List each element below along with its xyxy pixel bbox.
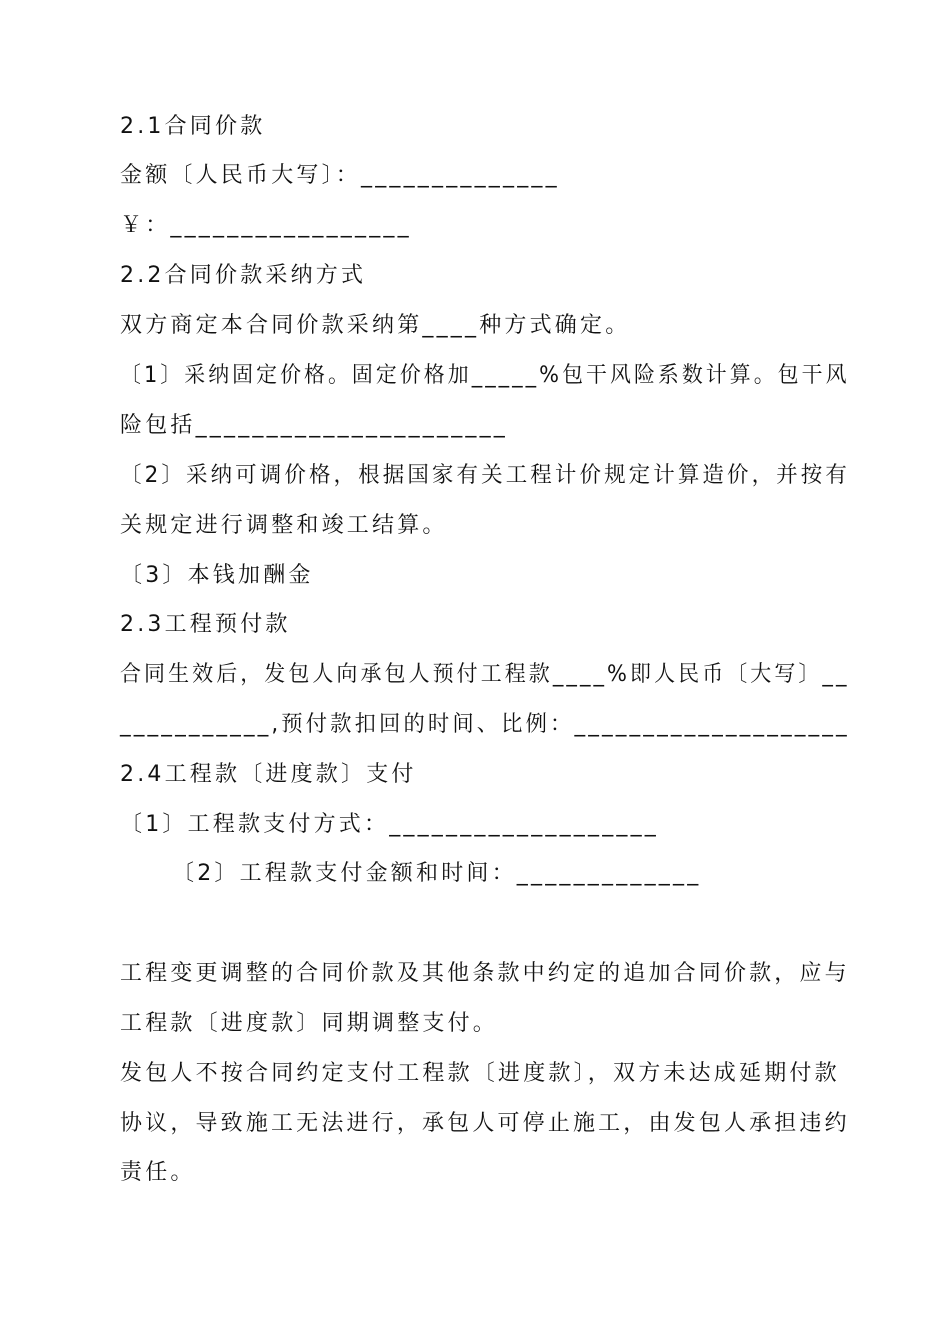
- paragraph-default-payment: 发包人不按合同约定支付工程款〔进度款〕，双方未达成延期付款: [120, 1061, 840, 1086]
- heading-2-2: 2.2合同价款采纳方式: [120, 263, 367, 288]
- paragraph-change-adjustment-cont: 工程款〔进度款〕同期调整支付。: [120, 1011, 499, 1036]
- paragraph-payment-amount: 〔2〕工程款支付金额和时间：_____________: [172, 861, 702, 886]
- paragraph-change-adjustment: 工程变更调整的合同价款及其他条款中约定的追加合同价款，应与: [120, 961, 850, 986]
- amount-uppercase-line: 金额〔人民币大写〕：______________: [120, 163, 560, 188]
- paragraph-option-1-cont: 险包括______________________: [120, 413, 509, 438]
- paragraph-payment-method: 〔1〕工程款支付方式：___________________: [120, 812, 659, 837]
- paragraph-default-payment-cont: 协议，导致施工无法进行，承包人可停止施工，由发包人承担违约: [120, 1111, 850, 1136]
- paragraph-default-payment-end: 责任。: [120, 1160, 196, 1185]
- paragraph-option-3: 〔3〕本钱加酬金: [120, 563, 314, 588]
- paragraph-option-2-cont: 关规定进行调整和竣工结算。: [120, 513, 448, 538]
- heading-2-1: 2.1合同价款: [120, 114, 266, 139]
- paragraph-prepayment-cont: ___________,预付款扣回的时间、比例：____________________: [120, 712, 850, 737]
- paragraph-method-choice: 双方商定本合同价款采纳第____种方式确定。: [120, 313, 631, 338]
- heading-2-4: 2.4工程款〔进度款〕支付: [120, 762, 417, 787]
- amount-yuan-line: ￥：_________________: [120, 213, 412, 238]
- heading-2-3: 2.3工程预付款: [120, 612, 291, 637]
- paragraph-prepayment: 合同生效后，发包人向承包人预付工程款____%即人民币〔大写〕__: [120, 662, 850, 687]
- paragraph-option-2: 〔2〕采纳可调价格，根据国家有关工程计价规定计算造价，并按有: [120, 463, 850, 488]
- paragraph-option-1: 〔1〕采纳固定价格。固定价格加_____%包干风险系数计算。包干风: [120, 363, 850, 388]
